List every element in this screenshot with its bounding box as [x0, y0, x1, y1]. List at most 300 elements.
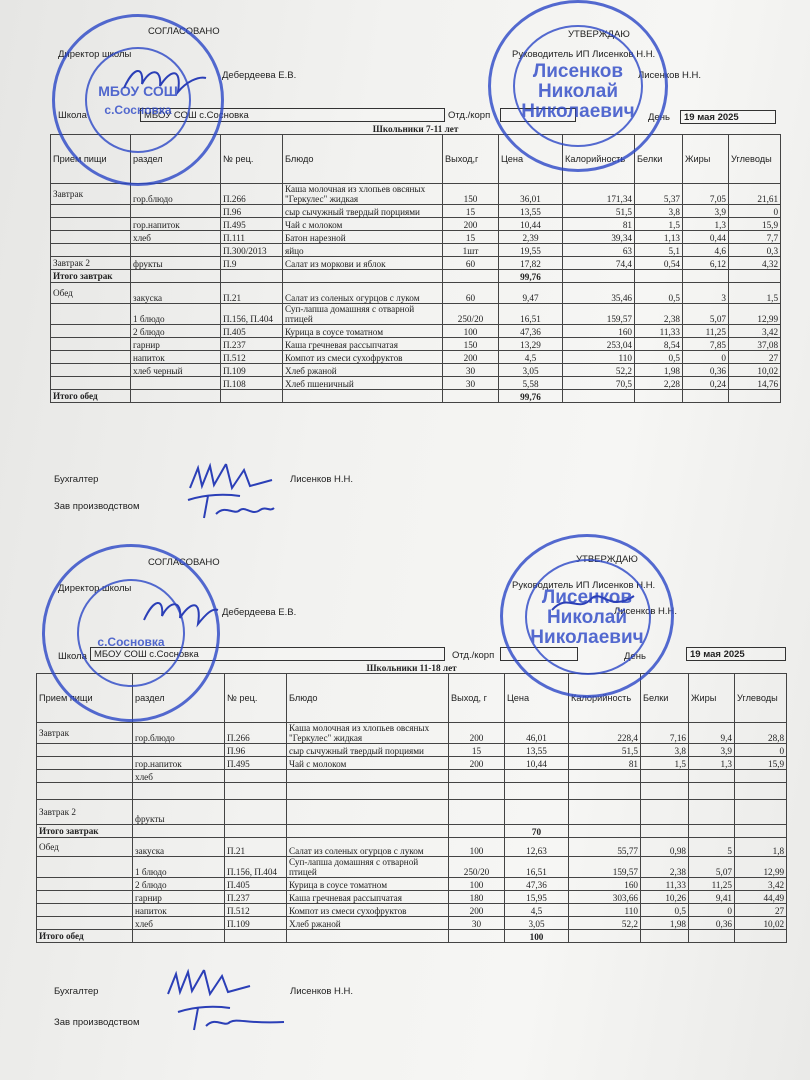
column-header-price: Цена — [499, 135, 563, 184]
director-name-2: Дебердеева Е.В. — [222, 607, 297, 618]
table-cell: 253,04 — [563, 338, 635, 351]
table-cell: 6,12 — [683, 257, 729, 270]
table-cell: 47,36 — [505, 878, 569, 891]
table-cell: фрукты — [131, 257, 221, 270]
table-cell: Итого завтрак — [51, 270, 131, 283]
table-cell: 4,32 — [729, 257, 781, 270]
table-cell — [683, 270, 729, 283]
table-cell: 250/20 — [449, 857, 505, 878]
table-cell: 2 блюдо — [133, 878, 225, 891]
dept-label: Отд./корп — [448, 110, 491, 121]
table-cell: 1,13 — [635, 231, 683, 244]
table-cell: фрукты — [133, 800, 225, 825]
table-cell: 171,34 — [563, 184, 635, 205]
table-cell — [133, 744, 225, 757]
table-cell: 99,76 — [499, 270, 563, 283]
table-cell — [505, 783, 569, 800]
column-header-fat: Жиры — [683, 135, 729, 184]
table-cell: 10,44 — [505, 757, 569, 770]
table-cell: 303,66 — [569, 891, 641, 904]
table-cell: 10,02 — [729, 364, 781, 377]
table-cell — [37, 770, 133, 783]
accountant-signature-2 — [164, 964, 254, 1004]
table-cell: 180 — [449, 891, 505, 904]
table-cell: 27 — [735, 904, 787, 917]
table-cell: 150 — [443, 184, 499, 205]
column-header-section: раздел — [133, 674, 225, 723]
table-row — [51, 184, 781, 205]
table-cell: 3,05 — [499, 364, 563, 377]
table-cell — [569, 783, 641, 800]
table-cell — [449, 770, 505, 783]
table-cell: 3,9 — [689, 744, 735, 757]
table-cell: 200 — [449, 904, 505, 917]
table-cell — [443, 270, 499, 283]
table-cell — [37, 891, 133, 904]
table-cell: 2,38 — [641, 857, 689, 878]
table-cell — [729, 270, 781, 283]
table-cell — [569, 930, 641, 943]
day-label-2: День — [624, 651, 646, 662]
table-cell — [51, 338, 131, 351]
table-cell — [735, 783, 787, 800]
table-cell: Каша гречневая рассыпчатая — [283, 338, 443, 351]
column-header-fat: Жиры — [689, 674, 735, 723]
table-cell: П.96 — [225, 744, 287, 757]
table-cell: 3,9 — [683, 205, 729, 218]
table-cell: 0,36 — [683, 364, 729, 377]
table-cell: 4,5 — [505, 904, 569, 917]
table-cell: 3,42 — [729, 325, 781, 338]
table-cell: 5,1 — [635, 244, 683, 257]
table-cell: Салат из соленых огурцов с луком — [283, 283, 443, 304]
table-row — [51, 231, 781, 244]
table-cell: 2,38 — [635, 304, 683, 325]
table-cell: сыр сычужный твердый порциями — [287, 744, 449, 757]
table-cell: 51,5 — [569, 744, 641, 757]
ip-seal: Лисенков Николай Николаевич — [488, 0, 668, 172]
table-cell — [225, 930, 287, 943]
table-cell: 100 — [443, 325, 499, 338]
table-cell: П.512 — [221, 351, 283, 364]
approve-label: УТВЕРЖДАЮ — [568, 29, 630, 40]
table-row — [51, 377, 781, 390]
table-cell: Компот из смеси сухофруктов — [283, 351, 443, 364]
table-cell: 9,41 — [689, 891, 735, 904]
table-cell: 1,98 — [635, 364, 683, 377]
table-cell: 47,36 — [499, 325, 563, 338]
table-cell: Салат из соленых огурцов с луком — [287, 838, 449, 857]
table-cell: 9,4 — [689, 723, 735, 744]
table-cell: П.21 — [225, 838, 287, 857]
table-cell: 11,33 — [641, 878, 689, 891]
table-cell: П.495 — [225, 757, 287, 770]
school-field-2: МБОУ СОШ с.Сосновка — [90, 647, 445, 661]
table-cell: Чай с молоком — [283, 218, 443, 231]
table-cell: 12,63 — [505, 838, 569, 857]
table-cell: 37,08 — [729, 338, 781, 351]
table-cell — [641, 930, 689, 943]
table-cell: 160 — [563, 325, 635, 338]
table-cell — [569, 800, 641, 825]
table-cell: 60 — [443, 257, 499, 270]
school-stamp: МБОУ СОШ с.Сосновка — [52, 14, 224, 186]
table-row — [51, 304, 781, 325]
column-header-carbs: Углеводы — [735, 674, 787, 723]
table-cell — [505, 770, 569, 783]
school-label-2: Школа — [58, 651, 87, 662]
table-cell — [37, 878, 133, 891]
table-cell — [505, 800, 569, 825]
table-cell: 0 — [689, 904, 735, 917]
table-cell — [735, 930, 787, 943]
table-cell: Салат из моркови и яблок — [283, 257, 443, 270]
table-cell: 60 — [443, 283, 499, 304]
table-row — [51, 218, 781, 231]
table-cell — [133, 783, 225, 800]
table-cell — [283, 270, 443, 283]
table-cell: 200 — [443, 351, 499, 364]
table-cell — [37, 917, 133, 930]
table-cell: П.495 — [221, 218, 283, 231]
table-cell: 5,58 — [499, 377, 563, 390]
table-cell: 63 — [563, 244, 635, 257]
table-cell: 27 — [729, 351, 781, 364]
table-cell: 3,8 — [635, 205, 683, 218]
table-row — [37, 770, 787, 783]
table-row — [51, 325, 781, 338]
table-cell: Суп-лапша домашняя с отварной птицей — [287, 857, 449, 878]
column-header-protein: Белки — [641, 674, 689, 723]
table-cell: 14,76 — [729, 377, 781, 390]
table-cell: 52,2 — [569, 917, 641, 930]
table-cell — [51, 304, 131, 325]
table-cell: сыр сычужный твердый порциями — [283, 205, 443, 218]
table-row — [37, 917, 787, 930]
table-cell: 1,5 — [641, 757, 689, 770]
date-field: 19 мая 2025 — [680, 110, 776, 124]
table-cell — [689, 825, 735, 838]
table-row — [37, 744, 787, 757]
ip-label: Руководитель ИП Лисенков Н.Н. — [512, 49, 656, 60]
table-cell: яйцо — [283, 244, 443, 257]
menu-section-2 — [0, 540, 810, 1080]
table-cell — [225, 825, 287, 838]
table-cell: П.300/2013 — [221, 244, 283, 257]
table-cell: 0,36 — [689, 917, 735, 930]
table-cell: закуска — [133, 838, 225, 857]
accountant-label-2: Бухгалтер — [54, 986, 99, 997]
table-cell: 16,51 — [499, 304, 563, 325]
ip-signature-2 — [548, 588, 638, 618]
table-cell: 55,77 — [569, 838, 641, 857]
table-cell: 8,54 — [635, 338, 683, 351]
table-cell: Суп-лапша домашняя с отварной птицей — [283, 304, 443, 325]
table-cell — [51, 231, 131, 244]
table-row — [37, 857, 787, 878]
approve-label-2: УТВЕРЖДАЮ — [576, 554, 638, 565]
column-header-yield: Выход,г — [443, 135, 499, 184]
table-cell: 2,39 — [499, 231, 563, 244]
total-row — [51, 270, 781, 283]
table-cell: Обед — [37, 838, 133, 857]
table-cell: П.21 — [221, 283, 283, 304]
dept-label-2: Отд./корп — [452, 650, 495, 661]
table-cell: 2,28 — [635, 377, 683, 390]
table-cell: 15 — [449, 744, 505, 757]
table-cell: П.512 — [225, 904, 287, 917]
table-cell: 1,5 — [635, 218, 683, 231]
table-cell: Каша молочная из хлопьев овсяных "Геркулес" жидкая — [283, 184, 443, 205]
table-row — [51, 283, 781, 304]
table-cell: 0,44 — [683, 231, 729, 244]
table-cell — [51, 377, 131, 390]
table-cell: 15,95 — [505, 891, 569, 904]
table-cell — [563, 390, 635, 403]
table-cell — [287, 800, 449, 825]
table-cell: гор.напиток — [131, 218, 221, 231]
table-cell: 7,16 — [641, 723, 689, 744]
table-cell — [443, 390, 499, 403]
table-cell: 0,5 — [635, 283, 683, 304]
table-cell — [449, 825, 505, 838]
table-cell — [51, 218, 131, 231]
table-cell: Хлеб ржаной — [287, 917, 449, 930]
table-cell: гор.блюдо — [133, 723, 225, 744]
table-cell: 0,5 — [635, 351, 683, 364]
table-cell: 1 блюдо — [133, 857, 225, 878]
table-cell — [689, 930, 735, 943]
table-cell — [287, 783, 449, 800]
table-cell — [735, 825, 787, 838]
table-cell: 10,44 — [499, 218, 563, 231]
table-cell — [449, 930, 505, 943]
table-cell: Итого обед — [37, 930, 133, 943]
table-cell: закуска — [131, 283, 221, 304]
table-cell — [51, 244, 131, 257]
production-signature-2 — [176, 1002, 286, 1036]
column-header-section: раздел — [131, 135, 221, 184]
table-cell: 28,8 — [735, 723, 787, 744]
table-cell: 70 — [505, 825, 569, 838]
table-cell: П.111 — [221, 231, 283, 244]
table-cell: 1,8 — [735, 838, 787, 857]
table-cell: напиток — [133, 904, 225, 917]
table-cell: 36,01 — [499, 184, 563, 205]
table-cell — [51, 364, 131, 377]
table-cell: 1,98 — [641, 917, 689, 930]
table-row — [37, 757, 787, 770]
table-cell: 110 — [569, 904, 641, 917]
table-row — [37, 878, 787, 891]
table-cell: Курица в соусе томатном — [287, 878, 449, 891]
table-cell: 0 — [683, 351, 729, 364]
table-cell: 0 — [729, 205, 781, 218]
table-cell: Каша гречневая рассыпчатая — [287, 891, 449, 904]
table-cell — [641, 770, 689, 783]
table-cell — [569, 770, 641, 783]
total-row — [51, 390, 781, 403]
column-header-recipe: № рец. — [225, 674, 287, 723]
table-row — [37, 723, 787, 744]
director-label: Директор школы — [58, 49, 132, 60]
table-cell: 5 — [689, 838, 735, 857]
production-label: Зав производством — [54, 501, 140, 512]
table-cell: Итого завтрак — [37, 825, 133, 838]
table-cell: П.109 — [225, 917, 287, 930]
table-row — [51, 257, 781, 270]
accountant-label: Бухгалтер — [54, 474, 99, 485]
table-cell: 15 — [443, 231, 499, 244]
total-row — [37, 825, 787, 838]
table-cell — [51, 351, 131, 364]
table-cell — [131, 390, 221, 403]
table-cell — [221, 270, 283, 283]
table-cell: П.96 — [221, 205, 283, 218]
ip-label-2: Руководитель ИП Лисенков Н.Н. — [512, 580, 656, 591]
table-cell: П.156, П.404 — [225, 857, 287, 878]
table-cell: 0,5 — [641, 904, 689, 917]
table-cell: П.266 — [221, 184, 283, 205]
table-cell: 10,02 — [735, 917, 787, 930]
table-cell: 11,25 — [683, 325, 729, 338]
table-row — [37, 838, 787, 857]
table-cell — [133, 825, 225, 838]
table-cell — [287, 930, 449, 943]
table-cell: хлеб — [131, 231, 221, 244]
table-cell: Завтрак — [37, 723, 133, 744]
table-row — [51, 244, 781, 257]
table-cell — [37, 783, 133, 800]
table-cell — [287, 825, 449, 838]
director-signature — [120, 58, 210, 102]
table-cell: Завтрак 2 — [37, 800, 133, 825]
table-cell: 100 — [505, 930, 569, 943]
table-cell — [449, 800, 505, 825]
production-label-2: Зав производством — [54, 1017, 140, 1028]
table-cell: хлеб — [133, 770, 225, 783]
table-cell: 0,3 — [729, 244, 781, 257]
table-cell: 13,55 — [505, 744, 569, 757]
table-cell: 0,98 — [641, 838, 689, 857]
table-cell: 12,99 — [735, 857, 787, 878]
table-cell — [131, 270, 221, 283]
table-cell — [51, 325, 131, 338]
table-cell: Компот из смеси сухофруктов — [287, 904, 449, 917]
table-cell — [287, 770, 449, 783]
column-header-dish: Блюдо — [287, 674, 449, 723]
production-signature — [186, 490, 276, 524]
table-cell: 15,9 — [735, 757, 787, 770]
table-cell: Чай с молоком — [287, 757, 449, 770]
table-cell: гарнир — [133, 891, 225, 904]
table-cell: 7,7 — [729, 231, 781, 244]
table-cell: 228,4 — [569, 723, 641, 744]
table-cell: 4,6 — [683, 244, 729, 257]
table-cell: П.109 — [221, 364, 283, 377]
table-cell — [641, 800, 689, 825]
table-cell: 30 — [449, 917, 505, 930]
column-header-carbs: Углеводы — [729, 135, 781, 184]
table-cell: Курица в соусе томатном — [283, 325, 443, 338]
table-cell: 17,82 — [499, 257, 563, 270]
table-cell: Хлеб пшеничный — [283, 377, 443, 390]
table-cell: П.237 — [221, 338, 283, 351]
table-cell: П.237 — [225, 891, 287, 904]
table-cell: 13,55 — [499, 205, 563, 218]
table-row — [37, 783, 787, 800]
table-cell: 1шт — [443, 244, 499, 257]
table-cell: 46,01 — [505, 723, 569, 744]
table-cell: 10,26 — [641, 891, 689, 904]
column-header-dish: Блюдо — [283, 135, 443, 184]
table-cell: хлеб — [133, 917, 225, 930]
table-cell: 3,42 — [735, 878, 787, 891]
table-cell: 52,2 — [563, 364, 635, 377]
ip-seal-2: Лисенков Николай Николаевич — [500, 534, 674, 698]
table-cell — [225, 800, 287, 825]
table-cell: П.156, П.404 — [221, 304, 283, 325]
approved-label: СОГЛАСОВАНО — [148, 26, 220, 37]
table-cell — [133, 930, 225, 943]
table-cell — [37, 904, 133, 917]
school-field: МБОУ СОШ с.Сосновка — [140, 108, 445, 122]
table-cell — [563, 270, 635, 283]
table-cell — [51, 205, 131, 218]
table-cell: Обед — [51, 283, 131, 304]
accountant-name: Лисенков Н.Н. — [290, 474, 354, 485]
table-cell: 99,76 — [499, 390, 563, 403]
table-row — [51, 351, 781, 364]
table-cell: напиток — [131, 351, 221, 364]
table-cell — [689, 800, 735, 825]
table-cell: гор.напиток — [133, 757, 225, 770]
table-cell: 1,3 — [689, 757, 735, 770]
table-cell: 51,5 — [563, 205, 635, 218]
table-cell: 100 — [449, 878, 505, 891]
director-label-2: Директор школы — [58, 583, 132, 594]
accountant-name-2: Лисенков Н.Н. — [290, 986, 354, 997]
table-cell: П.405 — [221, 325, 283, 338]
table-cell — [131, 377, 221, 390]
table-cell: 250/20 — [443, 304, 499, 325]
table-cell — [449, 783, 505, 800]
column-header-yield: Выход, г — [449, 674, 505, 723]
table-cell: 16,51 — [505, 857, 569, 878]
ip-name-2: Лисенков Н.Н. — [614, 606, 678, 617]
table-cell: 11,33 — [635, 325, 683, 338]
table-cell: 2 блюдо — [131, 325, 221, 338]
table-cell: 5,07 — [683, 304, 729, 325]
table-cell: 30 — [443, 377, 499, 390]
table-cell — [635, 390, 683, 403]
table-cell — [131, 205, 221, 218]
table-row — [51, 364, 781, 377]
table-cell: 19,55 — [499, 244, 563, 257]
table-cell: 3,05 — [505, 917, 569, 930]
table-cell: 5,37 — [635, 184, 683, 205]
table-cell — [37, 744, 133, 757]
table-title: Школьники 11-18 лет — [37, 661, 787, 674]
column-header-price: Цена — [505, 674, 569, 723]
table-cell — [569, 825, 641, 838]
table-cell: 44,49 — [735, 891, 787, 904]
table-cell — [689, 770, 735, 783]
table-title: Школьники 7-11 лет — [51, 122, 781, 135]
column-header-meal: Прием пищи — [51, 135, 131, 184]
table-cell: 81 — [563, 218, 635, 231]
table-cell: 35,46 — [563, 283, 635, 304]
